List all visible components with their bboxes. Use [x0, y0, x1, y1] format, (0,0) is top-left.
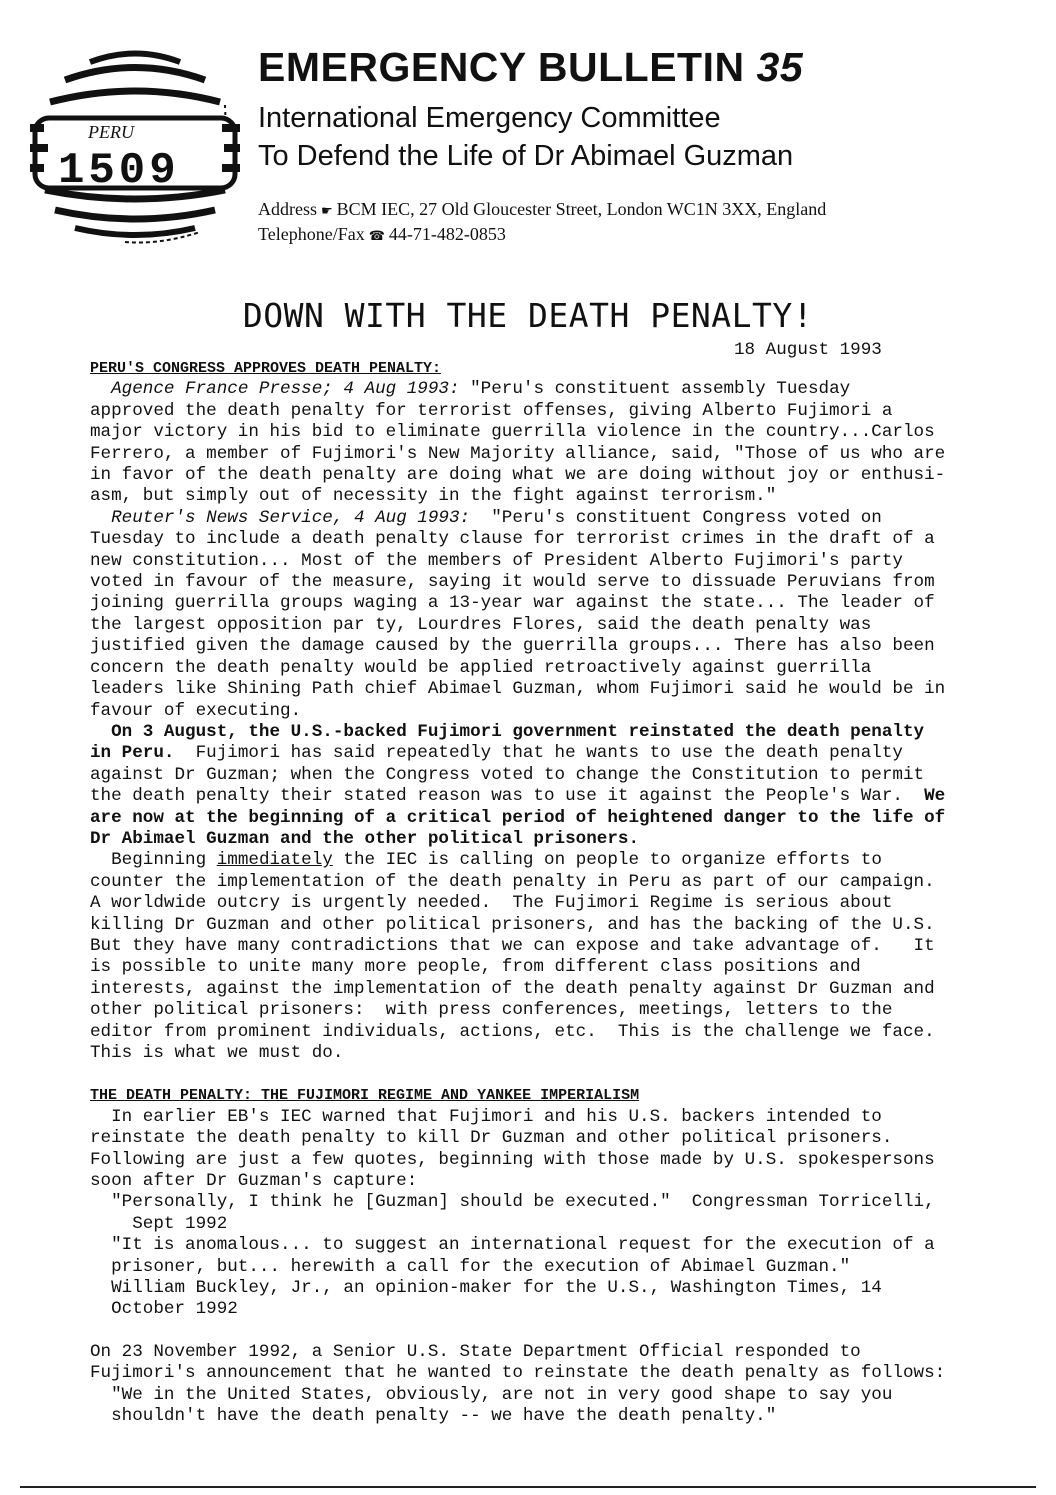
spacer [90, 1064, 990, 1085]
telephone-icon: ☎ [368, 228, 385, 243]
pointing-hand-icon: ☛ [321, 203, 333, 218]
torricelli-quote: "Personally, I think he [Guzman] should be executed." Congressman Torricelli, [90, 1192, 935, 1213]
reuters-line: Tuesday to include a death penalty clause for terrorist crimes in the draft of a [90, 529, 935, 550]
s2-line: reinstate the death penalty to kill Dr Guzman and other political prisoners. [90, 1128, 893, 1149]
state-dept-line: On 23 November 1992, a Senior U.S. State Department Official responded to [90, 1341, 861, 1362]
afp-line: approved the death penalty for terrorist offenses, giving Alberto Fujimori a [90, 400, 893, 421]
reuters-quote-line [90, 508, 990, 529]
afp-line: asm, but simply out of necessity in the fight against terrorism." [90, 486, 777, 507]
reuters-text: "Peru's constituent Congress voted on [470, 507, 882, 528]
afp-quote-line [90, 379, 990, 400]
section-heading-congress: PERU'S CONGRESS APPROVES DEATH PENALTY: [90, 360, 442, 377]
s2-line: In earlier EB's IEC warned that Fujimori and his U.S. backers intended to [90, 1106, 882, 1127]
reuters-source: Reuter's News Service, 4 Aug 1993: [111, 507, 471, 528]
spacer [90, 1321, 990, 1342]
p3-text: Fujimori has said repeatedly that he wants to use the death penalty [174, 743, 903, 764]
critical-period-line: Dr Abimael Guzman and the other political prisoners. [90, 828, 640, 849]
phone-line [258, 224, 506, 245]
p4-line: editor from prominent individuals, actions, etc. This is the challenge we face. [90, 1021, 935, 1042]
address-line [258, 199, 826, 220]
reuters-line: joining guerrilla groups waging a 13-year war against the state... The leader of [90, 593, 935, 614]
afp-line: Ferrero, a member of Fujimori's New Majority alliance, said, "Those of us who are [90, 443, 946, 464]
p4-line: other political prisoners: with press conferences, meetings, letters to the [90, 1000, 893, 1021]
p4-line: counter the implementation of the death penalty in Peru as part of our campaign. [90, 871, 935, 892]
afp-line: major victory in his bid to eliminate guerrilla violence in the country...Carlos [90, 422, 935, 443]
reuters-line: leaders like Shining Path chief Abimael Guzman, whom Fujimori said he would be in [90, 679, 946, 700]
reuters-line: concern the death penalty would be applied retroactively against guerrilla [90, 657, 872, 678]
address-label: Address [258, 199, 317, 219]
p4-line: A worldwide outcry is urgently needed. The Fujimori Regime is serious about [90, 893, 893, 914]
bottom-rule [20, 1486, 1036, 1488]
address-text: BCM IEC, 27 Old Gloucester Street, London WC1N 3XX, England [336, 199, 827, 219]
bulletin-title [258, 44, 803, 91]
in-peru-text: in Peru. [90, 743, 175, 764]
buckley-quote: October 1992 [90, 1299, 238, 1320]
critical-period-line: are now at the beginning of a critical period of heightened danger to the life of [90, 807, 946, 828]
state-dept-line: Fujimori's announcement that he wanted to reinstate the death penalty as follows: [90, 1363, 946, 1384]
org-name-line1: International Emergency Committee [258, 102, 721, 134]
logo-number: 1509 [58, 146, 180, 196]
p4-line: But they have many contradictions that we can expose and take advantage of. It [90, 935, 935, 956]
section-heading-imperialism: THE DEATH PENALTY: THE FUJIMORI REGIME AND YANKEE IMPERIALISM [90, 1087, 640, 1105]
phone-text: 44-71-482-0853 [388, 224, 506, 244]
bulletin-number: 35 [756, 44, 804, 90]
p3-text: the death penalty their stated reason was to use it against the People's War. [90, 786, 925, 807]
reuters-line: justified given the damage caused by the guerrilla groups... There has also been [90, 636, 935, 657]
we-text: We [924, 786, 946, 807]
p3-line [90, 743, 990, 764]
p4-line: This is what we must do. [90, 1043, 344, 1063]
s2-line: Following are just a few quotes, beginning with those made by U.S. spokespersons [90, 1149, 935, 1170]
s2-line: soon after Dr Guzman's capture: [90, 1171, 418, 1192]
reuters-line: voted in favour of the measure, saying it would serve to dissuade Peruvians from [90, 572, 935, 593]
bulletin-title-text: EMERGENCY BULLETIN [258, 44, 745, 90]
torricelli-quote: Sept 1992 [90, 1213, 228, 1234]
reuters-line: favour of executing. [90, 700, 302, 721]
bulletin-date: 18 August 1993 [734, 340, 882, 360]
buckley-quote: "It is anomalous... to suggest an international request for the execution of a [90, 1235, 935, 1256]
p3-line: against Dr Guzman; when the Congress voted to change the Constitution to permit [90, 764, 925, 785]
bulletin-body [90, 358, 990, 1428]
main-headline: DOWN WITH THE DEATH PENALTY! [242, 296, 814, 335]
reinstated-text: On 3 August, the U.S.-backed Fujimori government reinstated the death penalty [111, 721, 925, 742]
p4-start: Beginning [111, 850, 217, 871]
p4-line: is possible to unite many more people, from different class positions and [90, 957, 861, 978]
state-dept-quote: shouldn't have the death penalty -- we have the death penalty." [90, 1406, 777, 1427]
buckley-quote: William Buckley, Jr., an opinion-maker for the U.S., Washington Times, 14 [90, 1278, 882, 1299]
immediately-text: immediately [216, 850, 333, 871]
p4-line: killing Dr Guzman and other political prisoners, and has the backing of the U.S. [90, 914, 935, 935]
reinstated-line [90, 722, 990, 743]
reuters-line: new constitution... Most of the members of President Alberto Fujimori's party [90, 550, 903, 571]
p4-line [90, 850, 990, 871]
p4-rest: the IEC is calling on people to organize efforts to [332, 850, 882, 871]
p3-line [90, 786, 990, 807]
phone-label: Telephone/Fax [258, 224, 365, 244]
logo-top-text: PERU [88, 122, 134, 142]
afp-source: Agence France Presse; 4 Aug 1993: [111, 379, 460, 400]
afp-line: in favor of the death penalty are doing what we are doing without joy or enthusi- [90, 465, 946, 486]
state-dept-quote: "We in the United States, obviously, are not in very good shape to say you [90, 1384, 893, 1405]
reuters-line: the largest opposition par ty, Lourdres Flores, said the death penalty was [90, 614, 872, 635]
p4-line: interests, against the implementation of the death penalty against Dr Guzman and [90, 978, 935, 999]
afp-text: "Peru's constituent assembly Tuesday [459, 379, 851, 400]
org-name-line2: To Defend the Life of Dr Abimael Guzman [258, 140, 794, 172]
peru-1509-logo [30, 40, 240, 250]
buckley-quote: prisoner, but... herewith a call for the execution of Abimael Guzman." [90, 1256, 851, 1277]
